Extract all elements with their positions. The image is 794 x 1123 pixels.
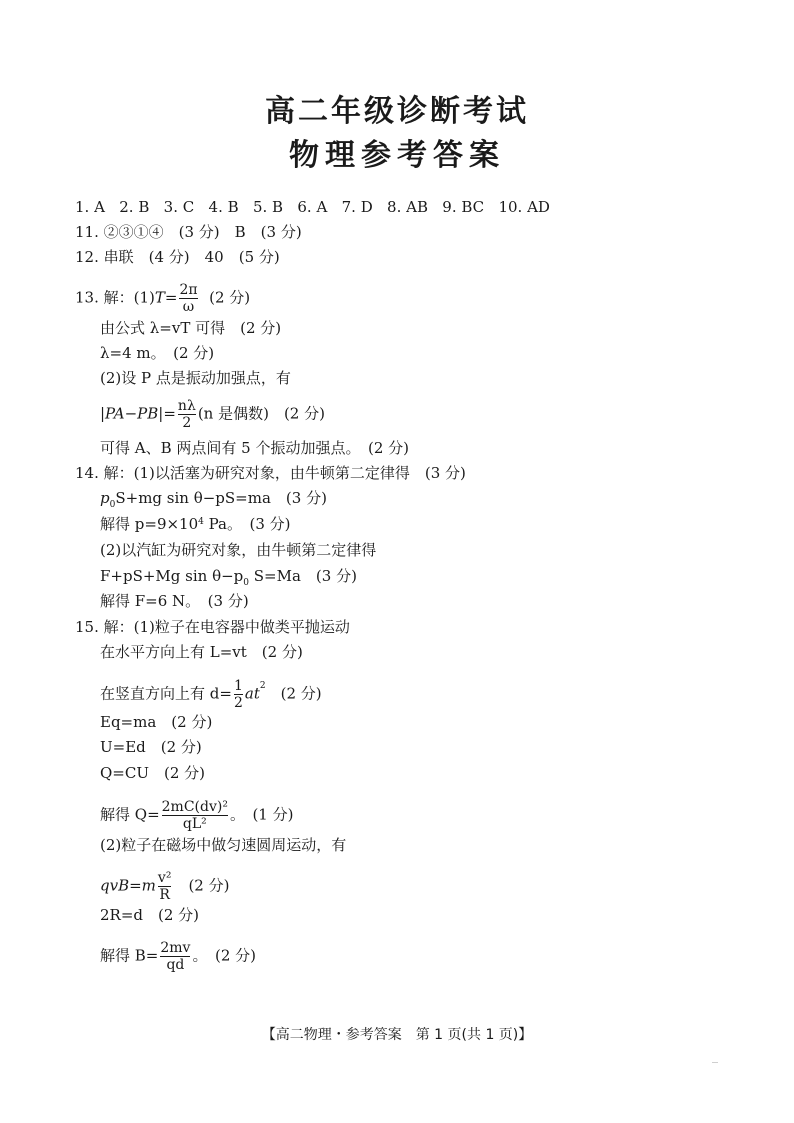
score: (2 分) <box>265 684 322 703</box>
q14-l5: F+pS+Mg sin θ−p <box>100 567 244 585</box>
q13-line-1 <box>75 282 250 315</box>
frac-num: nλ <box>177 398 196 414</box>
answer-8: 8. AB <box>387 198 428 216</box>
frac-num: v² <box>157 870 172 886</box>
page-title: 高二年级诊断考试 <box>265 94 529 129</box>
frac-num: 2π <box>179 282 198 298</box>
q14-line-6: 解得 F=6 N。 (3 分) <box>100 592 249 610</box>
at: at <box>244 684 260 703</box>
q15-line-5: U=Ed (2 分) <box>100 738 202 756</box>
q13-line-3: λ=4 m。 (2 分) <box>100 344 215 362</box>
q15-l11b: 。 (2 分) <box>192 946 256 965</box>
sup-2: 2 <box>259 681 266 691</box>
answer-5: 5. B <box>252 198 284 216</box>
q15-line-8: (2)粒子在磁场中做匀速圆周运动，有 <box>100 836 347 854</box>
pa-pb: |PA−PB|= <box>100 404 176 423</box>
frac-den: 2 <box>233 695 243 711</box>
frac-2pi-omega <box>179 282 197 315</box>
q15-line-6: Q=CU (2 分) <box>100 764 206 782</box>
q15-l3: 在竖直方向上有 d= <box>100 684 232 703</box>
q15-line-4: Eq=ma (2 分) <box>100 713 213 731</box>
q11-line: 11. ②③①④ (3 分) B (3 分) <box>75 223 302 241</box>
answer-6: 6. A <box>297 198 328 216</box>
q15-line-1: 15. 解：(1)粒子在电容器中做类平抛运动 <box>75 618 350 636</box>
q15-l7: 解得 Q= <box>100 805 160 824</box>
q14-l3: 解得 p=9×10 <box>100 515 199 533</box>
score: (2 分) <box>173 876 230 895</box>
corner-mark <box>712 1062 718 1063</box>
q13-line-6: 可得 A、B 两点间有 5 个振动加强点。 (2 分) <box>100 439 409 457</box>
q15-line-3 <box>100 678 322 711</box>
q15-line-11 <box>100 940 256 973</box>
sup-4: 4 <box>198 517 204 527</box>
q13-line-4: (2)设 P 点是振动加强点，有 <box>100 369 291 387</box>
frac-b <box>160 940 190 973</box>
q13-head: 13. 解：(1) <box>75 288 155 307</box>
sub-0: 0 <box>243 578 250 588</box>
q15-line-9 <box>100 870 229 903</box>
answer-7: 7. D <box>341 198 373 216</box>
frac-num: 2mC(dv)² <box>161 799 228 815</box>
q13-l5-tail: (n 是偶数) (2 分) <box>197 404 325 423</box>
frac-1-2 <box>234 678 243 711</box>
t-eq: T= <box>154 288 178 307</box>
q14-line-2 <box>100 488 327 515</box>
frac-den: qd <box>160 956 190 973</box>
q15-line-2: 在水平方向上有 L=vt (2 分) <box>100 643 303 661</box>
answer-2: 2. B <box>119 198 150 216</box>
frac-den: 2 <box>178 414 196 431</box>
q12-line: 12. 串联 (4 分) 40 (5 分) <box>75 248 280 266</box>
page-subtitle: 物理参考答案 <box>289 138 505 173</box>
q14-l5b: S=Ma (3 分) <box>249 567 357 585</box>
frac-den: R <box>159 887 170 903</box>
q14-line-3 <box>100 514 291 534</box>
p0: p <box>100 489 110 507</box>
answer-1: 1. A <box>75 198 105 216</box>
q13-line-2: 由公式 λ=vT 可得 (2 分) <box>100 319 282 337</box>
answer-3: 3. C <box>163 198 195 216</box>
q15-l11: 解得 B= <box>100 946 159 965</box>
q15-line-7 <box>100 799 293 832</box>
q14-l3b: Pa。 (3 分) <box>203 515 291 533</box>
frac-den: qL² <box>162 815 228 832</box>
q15-line-10: 2R=d (2 分) <box>100 906 200 924</box>
mc-answers <box>75 197 550 217</box>
q15-l7b: 。 (1 分) <box>229 805 294 824</box>
frac-v2-r <box>158 870 172 903</box>
q14-line-5 <box>100 566 357 593</box>
answer-9: 9. BC <box>442 198 485 216</box>
frac-q <box>162 799 228 832</box>
answer-4: 4. B <box>208 198 239 216</box>
answer-10: 10. AD <box>498 198 550 216</box>
score: (2 分) <box>209 288 251 307</box>
q14-line-1: 14. 解：(1)以活塞为研究对象，由牛顿第二定律得 (3 分) <box>75 464 466 482</box>
frac-num: 1 <box>233 678 243 694</box>
q14-l2-tail: S+mg sin θ−pS=ma (3 分) <box>115 489 327 507</box>
frac-num: 2mv <box>160 940 191 956</box>
sub-0: 0 <box>109 500 116 510</box>
page-footer: 【高二物理・参考答案 第 1 页(共 1 页)】 <box>261 1027 533 1043</box>
q13-line-5 <box>100 398 325 431</box>
frac-nlambda-2 <box>178 398 196 431</box>
q14-line-4: (2)以汽缸为研究对象，由牛顿第二定律得 <box>100 541 377 559</box>
qvb: qvB=m <box>100 876 156 895</box>
frac-den: ω <box>179 298 197 315</box>
